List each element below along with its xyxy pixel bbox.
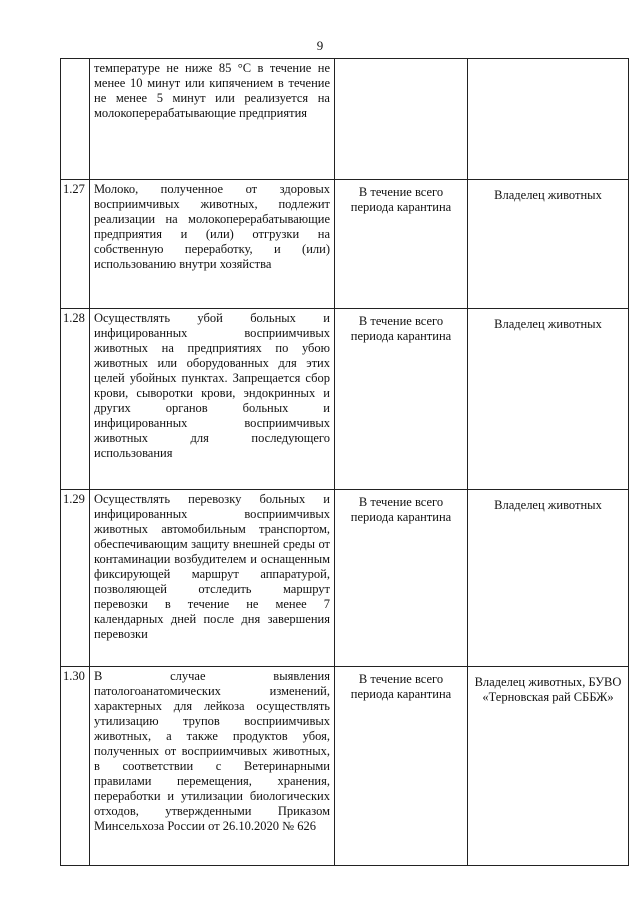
- item-number: 1.30: [61, 667, 90, 866]
- responsible-cell: Владелец животных: [468, 490, 629, 667]
- responsible-cell: Владелец животных: [468, 309, 629, 490]
- responsible-cell: Владелец животных: [468, 180, 629, 309]
- responsible-cell: [468, 59, 629, 180]
- page-number: 9: [316, 38, 324, 53]
- term-cell: В течение всего периода карантина: [335, 667, 468, 866]
- action-cell: В случае выявления патологоанатомических изменений, характерных для лейкоза осуществлять утилизацию трупов восприимчивых животных, а также продуктов убоя, полученных от восприимчивых животных, в соответствии с Ветеринарными правилами перемещения, хранения, переработки и утилизации биологических отходов, утвержденными Приказом Минсельхоза России от 26.10.2020 № 626: [90, 667, 335, 866]
- action-cell: Молоко, полученное от здоровых восприимчивых животных, подлежит реализации на молокоперерабатывающие предприятия и (или) отгрузки на собственную переработку, и (или) использованию внутри хозяйства: [90, 180, 335, 309]
- responsible-cell: Владелец животных, БУВО «Терновская рай СББЖ»: [468, 667, 629, 866]
- item-number: 1.27: [61, 180, 90, 309]
- item-number: 1.29: [61, 490, 90, 667]
- term-cell: В течение всего периода карантина: [335, 180, 468, 309]
- table-row: [61, 309, 629, 490]
- term-cell: В течение всего периода карантина: [335, 490, 468, 667]
- action-cell: Осуществлять убой больных и инфицированных восприимчивых животных на предприятиях по убою животных или оборудованных для этих целей убойных пунктах. Запрещается сбор крови, сыворотки крови, эндокринных и других органов больных и инфицированных восприимчивых животных для последующего использования: [90, 309, 335, 490]
- table-row: [61, 490, 629, 667]
- table-row: [61, 667, 629, 866]
- item-number: 1.28: [61, 309, 90, 490]
- term-cell: [335, 59, 468, 180]
- table-row: [61, 59, 629, 180]
- item-number: [61, 59, 90, 180]
- action-cell: Осуществлять перевозку больных и инфицированных восприимчивых животных автомобильным транспортом, обеспечивающим защиту внешней среды от контаминации возбудителем и оснащенным фиксирующей маршрут аппаратурой, позволяющей отследить маршрут перевозки в течение не менее 7 календарных дней после дня завершения перевозки: [90, 490, 335, 667]
- term-cell: В течение всего периода карантина: [335, 309, 468, 490]
- measures-table: [60, 58, 629, 866]
- action-cell: температуре не ниже 85 °С в течение не менее 10 минут или кипячением в течение не менее 5 минут или реализуется на молокоперерабатывающие предприятия: [90, 59, 335, 180]
- table-row: [61, 180, 629, 309]
